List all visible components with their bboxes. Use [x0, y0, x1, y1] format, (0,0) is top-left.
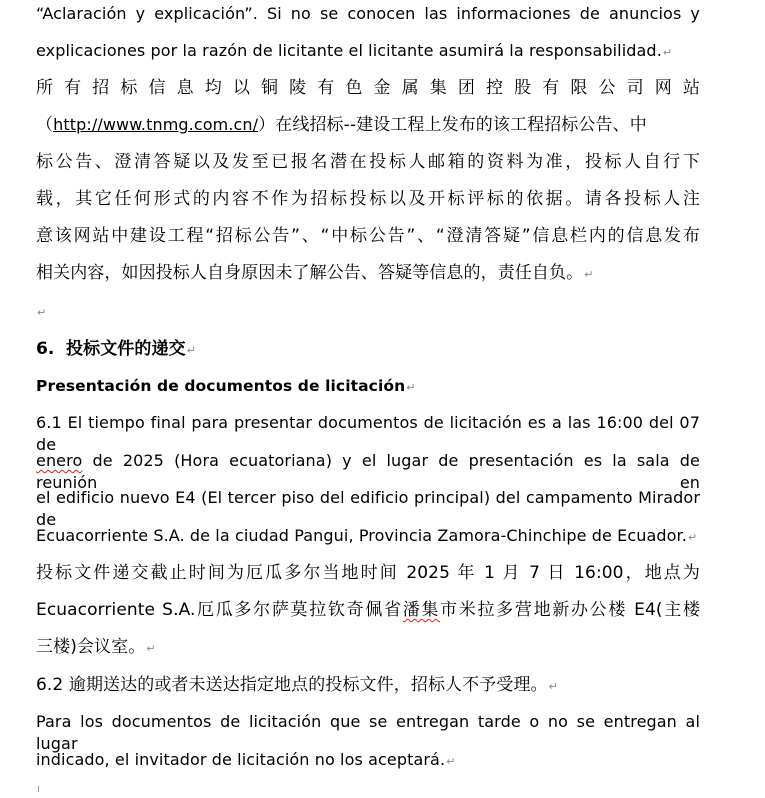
section-number: 6. [36, 339, 55, 359]
text-line [36, 262, 700, 286]
paragraph-mark-icon: ↵ [662, 46, 673, 59]
paragraph-mark-icon: ↵ [548, 680, 558, 693]
text-line [36, 3, 700, 25]
text-run: 意该网站中建设工程“招标公告”、“中标公告”、“澄清答疑”信息栏内的信息发布 [36, 226, 700, 246]
text-run: 6.2 逾期送达的或者未送达指定地点的投标文件，招标人不予受理。 [36, 675, 548, 695]
text-run: 载，其它任何形式的内容不作为招标投标以及开标评标的依据。请各投标人注 [36, 189, 700, 209]
text-run: 所有招标信息均以铜陵有色金属集团控股有限公司网站 [36, 78, 700, 98]
text-run: de 2025 (Hora ecuatoriana) y el lugar de presentación es la sala de reunión en [36, 451, 700, 492]
text-run: indicado, el invitador de licitación no los aceptará. [36, 750, 446, 769]
text-run: 三楼)会议室。 [36, 637, 146, 657]
text-line [36, 599, 700, 621]
section-subtitle-text: Presentación de documentos de licitación [36, 377, 406, 395]
text-line [36, 636, 700, 660]
text-line [36, 487, 700, 529]
text-line [36, 749, 700, 773]
text-run: 标公告、澄清答疑以及发至已报名潜在投标人邮箱的资料为准，投标人自行下 [36, 152, 700, 172]
text-run: explicaciones por la razón de licitante el licitante asumirá la responsabilidad. [36, 41, 662, 60]
text-run: 市米拉多营地新办公楼 E4(主楼 [440, 600, 700, 620]
section-subtitle [36, 375, 700, 399]
text-line [36, 40, 700, 64]
text-line [36, 450, 700, 492]
empty-paragraph [36, 300, 700, 324]
text-line [36, 114, 700, 136]
section-title: 投标文件的递交 [66, 339, 186, 359]
text-run: 相关内容，如因投标人自身原因未了解公告、答疑等信息的，责任自负。 [36, 263, 584, 283]
text-run: “Aclaración y explicación”. Si no se conocen las informaciones de anuncios y [36, 4, 700, 23]
paragraph-mark-icon: ↵ [446, 755, 456, 768]
text-line [36, 674, 700, 698]
text-line [36, 77, 700, 99]
website-link[interactable]: http://www.tnmg.com.cn/ [53, 115, 259, 134]
spellcheck-word: 潘集 [402, 600, 441, 620]
text-run: el edificio nuevo E4 (El tercer piso del edificio principal) del campamento Mirador de [36, 488, 700, 529]
text-run: 6.1 El tiempo final para presentar documentos de licitación es a las 16:00 del 07 de [36, 413, 700, 454]
text-line [36, 188, 700, 210]
text-run: Ecuacorriente S.A.厄瓜多尔萨莫拉钦奇佩省 [36, 600, 403, 620]
paragraph-mark-icon: ↵ [406, 381, 416, 394]
text-run: Ecuacorriente S.A. de la ciudad Pangui, Provincia Zamora-Chinchipe de Ecuador. [36, 526, 687, 545]
text-line [36, 711, 700, 753]
section-heading [36, 338, 700, 362]
text-line [36, 225, 700, 247]
text-line [36, 562, 700, 584]
text-line [36, 151, 700, 173]
text-line [36, 412, 700, 454]
paragraph-mark-icon: ↵ [146, 642, 156, 655]
text-run: 投标文件递交截止时间为厄瓜多尔当地时间 2025 年 1 月 7 日 16:00，地点为 [36, 563, 700, 583]
text-run: Para los documentos de licitación que se entregan tarde o no se entregan al lugar [36, 712, 700, 753]
paragraph-mark-icon: ↵ [37, 306, 47, 319]
text-run: ）在线招标--建设工程上发布的该工程招标公告、中 [258, 115, 647, 135]
spellcheck-word: enero [36, 451, 83, 470]
paragraph-mark-icon: ↵ [687, 531, 698, 544]
paragraph-mark-icon: ↵ [584, 268, 594, 281]
text-line [36, 525, 700, 549]
empty-paragraph-marker [38, 786, 43, 792]
text-run: （ [36, 115, 54, 135]
paragraph-mark-icon: ↵ [186, 344, 197, 357]
